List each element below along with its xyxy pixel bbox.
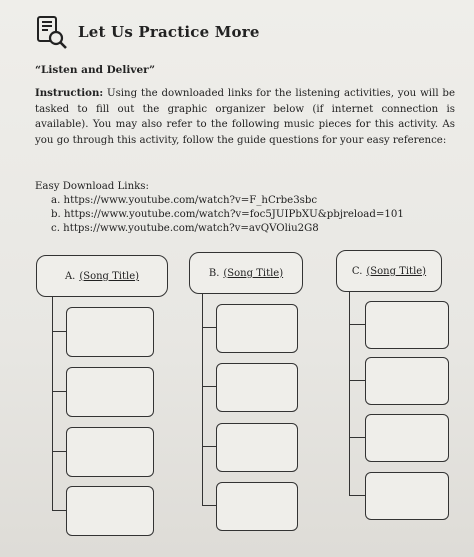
organizer-letter: B. [208,267,220,279]
activity-subtitle: “Listen and Deliver” [35,64,156,76]
connector-line [349,495,365,496]
song-title-box-b [189,252,303,294]
answer-box[interactable] [216,423,298,472]
answer-box[interactable] [365,301,449,349]
organizer-letter: A. [64,270,76,282]
download-links [35,180,404,236]
connector-line [202,327,216,328]
connector-line [52,296,53,511]
connector-line [349,324,365,325]
connector-line [202,505,216,506]
links-heading: Easy Download Links: [35,181,149,192]
instruction-paragraph [35,86,455,148]
connector-line [349,437,365,438]
link-item-a[interactable]: a. https://www.youtube.com/watch?v=F_hCrbe3sbc [51,195,318,206]
song-title-placeholder: (Song Title) [79,270,140,282]
section-header [34,14,260,50]
connector-line [52,510,66,511]
answer-box[interactable] [66,486,154,536]
connector-line [52,451,66,452]
answer-box[interactable] [66,427,154,477]
answer-box[interactable] [66,367,154,417]
instruction-label: Instruction: [35,87,104,99]
answer-box[interactable] [216,363,298,412]
link-item-b[interactable]: b. https://www.youtube.com/watch?v=foc5JUIPbXU&pbjreload=101 [51,209,404,220]
connector-line [202,293,203,506]
answer-box[interactable] [216,482,298,531]
link-item-c[interactable]: c. https://www.youtube.com/watch?v=avQVOliu2G8 [51,223,319,234]
instruction-text: Using the downloaded links for the listening activities, you will be tasked to fill out the graphic organizer below (if internet connection is available). You may also refer to the following music pieces for this activity. As you go through this activity, follow the guide questions for your easy reference: [35,88,455,146]
connector-line [349,291,350,496]
answer-box[interactable] [216,304,298,353]
connector-line [202,446,216,447]
song-title-placeholder: (Song Title) [366,265,427,277]
answer-box[interactable] [365,414,449,462]
organizer-letter: C. [351,265,363,277]
connector-line [349,380,365,381]
document-search-icon [34,14,70,50]
connector-line [202,386,216,387]
connector-line [52,391,66,392]
answer-box[interactable] [66,307,154,357]
song-title-placeholder: (Song Title) [223,267,284,279]
song-title-box-a [36,255,168,297]
connector-line [52,331,66,332]
page-title: Let Us Practice More [78,23,260,41]
answer-box[interactable] [365,472,449,520]
song-title-box-c [336,250,442,292]
answer-box[interactable] [365,357,449,405]
